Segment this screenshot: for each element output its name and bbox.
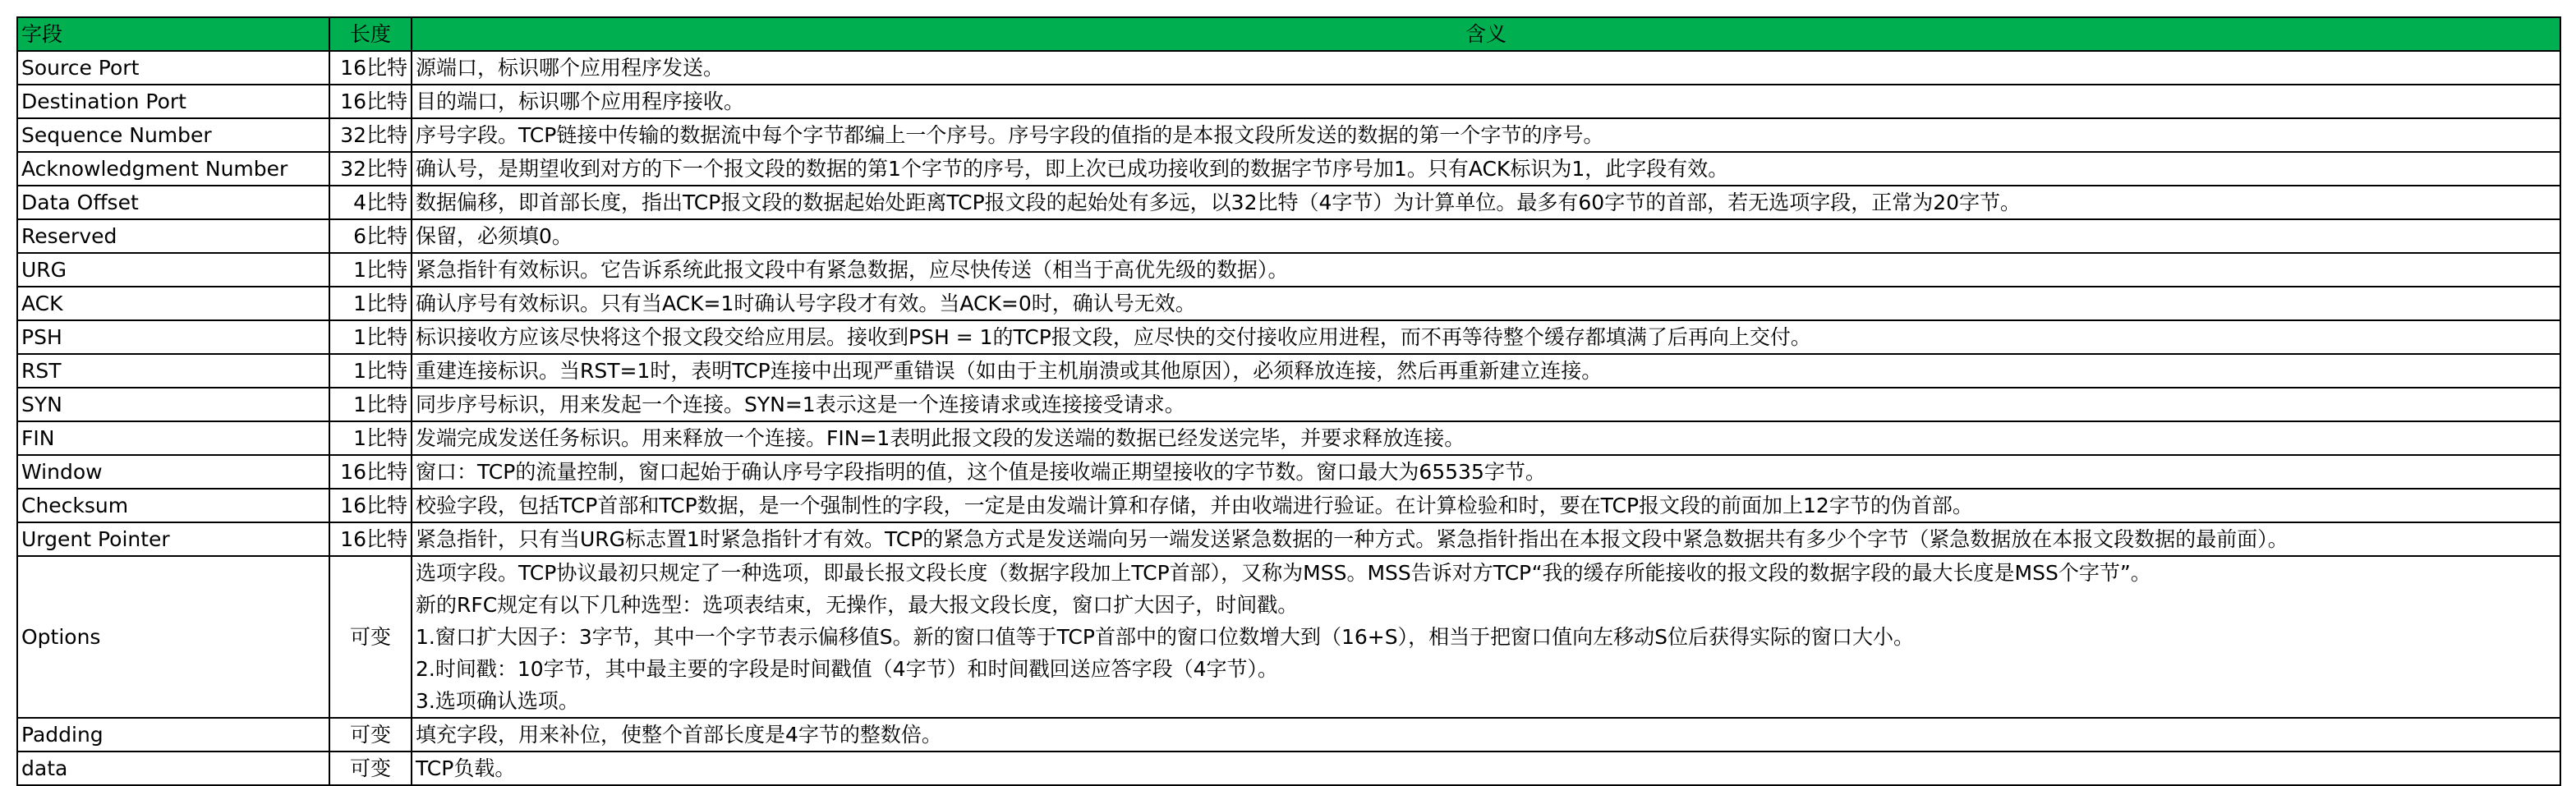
column-header-meaning[interactable]: 含义 (412, 17, 2560, 51)
meaning-cell[interactable]: 确认序号有效标识。只有当ACK=1时确认号字段才有效。当ACK=0时，确认号无效。 (412, 287, 2560, 320)
length-cell[interactable]: 16比特 (329, 51, 412, 85)
length-cell[interactable]: 1比特 (329, 388, 412, 421)
table-row (17, 455, 2560, 489)
column-header-length[interactable]: 长度 (329, 17, 412, 51)
field-cell[interactable]: Reserved (17, 219, 329, 253)
table-row (17, 51, 2560, 85)
column-header-field[interactable]: 字段 (17, 17, 329, 51)
field-cell[interactable]: Options (17, 556, 329, 718)
table-row (17, 489, 2560, 522)
field-cell[interactable]: Urgent Pointer (17, 522, 329, 556)
field-cell[interactable]: Sequence Number (17, 118, 329, 152)
field-cell[interactable]: Checksum (17, 489, 329, 522)
field-cell[interactable]: Acknowledgment Number (17, 152, 329, 186)
length-cell[interactable]: 16比特 (329, 522, 412, 556)
options-line: 1.窗口扩大因子：3字节，其中一个字节表示偏移值S。新的窗口值等于TCP首部中的窗口位数增大到（16+S），相当于把窗口值向左移动S位后获得实际的窗口大小。 (416, 625, 1914, 649)
length-cell[interactable]: 1比特 (329, 253, 412, 287)
field-cell[interactable]: data (17, 752, 329, 785)
length-cell[interactable]: 可变 (329, 556, 412, 718)
meaning-cell[interactable]: 重建连接标识。当RST=1时，表明TCP连接中出现严重错误（如由于主机崩溃或其他原因），必须释放连接，然后再重新建立连接。 (412, 354, 2560, 388)
length-cell[interactable]: 可变 (329, 718, 412, 752)
options-line: 2.时间戳：10字节，其中最主要的字段是时间戳值（4字节）和时间戳回送应答字段（4字节）。 (416, 657, 1278, 681)
meaning-cell[interactable]: 填充字段，用来补位，使整个首部长度是4字节的整数倍。 (412, 718, 2560, 752)
meaning-cell[interactable]: 源端口，标识哪个应用程序发送。 (412, 51, 2560, 85)
field-cell[interactable]: Data Offset (17, 186, 329, 219)
table-row (17, 388, 2560, 421)
table-row (17, 253, 2560, 287)
meaning-cell[interactable]: 校验字段，包括TCP首部和TCP数据，是一个强制性的字段，一定是由发端计算和存储，并由收端进行验证。在计算检验和时，要在TCP报文段的前面加上12字节的伪首部。 (412, 489, 2560, 522)
table-row (17, 186, 2560, 219)
table-row (17, 718, 2560, 752)
table-row (17, 752, 2560, 785)
length-cell[interactable]: 32比特 (329, 118, 412, 152)
table-row (17, 320, 2560, 354)
length-cell[interactable]: 可变 (329, 752, 412, 785)
length-cell[interactable]: 1比特 (329, 354, 412, 388)
meaning-cell[interactable]: TCP负载。 (412, 752, 2560, 785)
meaning-cell[interactable]: 同步序号标识，用来发起一个连接。SYN=1表示这是一个连接请求或连接接受请求。 (412, 388, 2560, 421)
field-cell[interactable]: PSH (17, 320, 329, 354)
header-row (17, 17, 2560, 51)
length-cell[interactable]: 1比特 (329, 287, 412, 320)
options-line: 3.选项确认选项。 (416, 689, 579, 713)
field-cell[interactable]: Destination Port (17, 85, 329, 118)
length-cell[interactable]: 1比特 (329, 320, 412, 354)
field-cell[interactable]: Window (17, 455, 329, 489)
options-line: 选项字段。TCP协议最初只规定了一种选项，即最长报文段长度（数据字段加上TCP首部），又称为MSS。MSS告诉对方TCP“我的缓存所能接收的报文段的数据字段的最大长度是MSS个字节”。 (416, 561, 2151, 585)
length-cell[interactable]: 6比特 (329, 219, 412, 253)
meaning-cell[interactable]: 标识接收方应该尽快将这个报文段交给应用层。接收到PSH = 1的TCP报文段，应尽快的交付接收应用进程，而不再等待整个缓存都填满了后再向上交付。 (412, 320, 2560, 354)
options-line: 新的RFC规定有以下几种选型：选项表结束，无操作，最大报文段长度，窗口扩大因子，时间戳。 (416, 593, 1299, 617)
table-row (17, 421, 2560, 455)
length-cell[interactable]: 4比特 (329, 186, 412, 219)
field-cell[interactable]: RST (17, 354, 329, 388)
meaning-cell[interactable]: 数据偏移，即首部长度，指出TCP报文段的数据起始处距离TCP报文段的起始处有多远，以32比特（4字节）为计算单位。最多有60字节的首部，若无选项字段，正常为20字节。 (412, 186, 2560, 219)
meaning-cell[interactable]: 保留，必须填0。 (412, 219, 2560, 253)
meaning-cell[interactable]: 紧急指针，只有当URG标志置1时紧急指针才有效。TCP的紧急方式是发送端向另一端发送紧急数据的一种方式。紧急指针指出在本报文段中紧急数据共有多少个字节（紧急数据放在本报文段数据的最前面）。 (412, 522, 2560, 556)
length-cell[interactable]: 32比特 (329, 152, 412, 186)
field-cell[interactable]: FIN (17, 421, 329, 455)
meaning-cell[interactable]: 序号字段。TCP链接中传输的数据流中每个字节都编上一个序号。序号字段的值指的是本报文段所发送的数据的第一个字节的序号。 (412, 118, 2560, 152)
meaning-cell[interactable]: 发端完成发送任务标识。用来释放一个连接。FIN=1表明此报文段的发送端的数据已经发送完毕，并要求释放连接。 (412, 421, 2560, 455)
length-cell[interactable]: 16比特 (329, 85, 412, 118)
length-cell[interactable]: 16比特 (329, 489, 412, 522)
field-cell[interactable]: ACK (17, 287, 329, 320)
table-row (17, 118, 2560, 152)
tcp-header-fields-table (16, 16, 2561, 786)
length-cell[interactable]: 16比特 (329, 455, 412, 489)
table-row (17, 287, 2560, 320)
field-cell[interactable]: Source Port (17, 51, 329, 85)
table-row (17, 85, 2560, 118)
field-cell[interactable]: URG (17, 253, 329, 287)
table-row-options (17, 556, 2560, 718)
table-row (17, 219, 2560, 253)
meaning-cell[interactable]: 窗口：TCP的流量控制，窗口起始于确认序号字段指明的值，这个值是接收端正期望接收的字节数。窗口最大为65535字节。 (412, 455, 2560, 489)
table-row (17, 152, 2560, 186)
table-row (17, 354, 2560, 388)
meaning-cell[interactable] (412, 556, 2560, 718)
field-cell[interactable]: SYN (17, 388, 329, 421)
meaning-cell[interactable]: 目的端口，标识哪个应用程序接收。 (412, 85, 2560, 118)
meaning-cell[interactable]: 紧急指针有效标识。它告诉系统此报文段中有紧急数据，应尽快传送（相当于高优先级的数据）。 (412, 253, 2560, 287)
field-cell[interactable]: Padding (17, 718, 329, 752)
table-row (17, 522, 2560, 556)
length-cell[interactable]: 1比特 (329, 421, 412, 455)
meaning-cell[interactable]: 确认号，是期望收到对方的下一个报文段的数据的第1个字节的序号，即上次已成功接收到的数据字节序号加1。只有ACK标识为1，此字段有效。 (412, 152, 2560, 186)
